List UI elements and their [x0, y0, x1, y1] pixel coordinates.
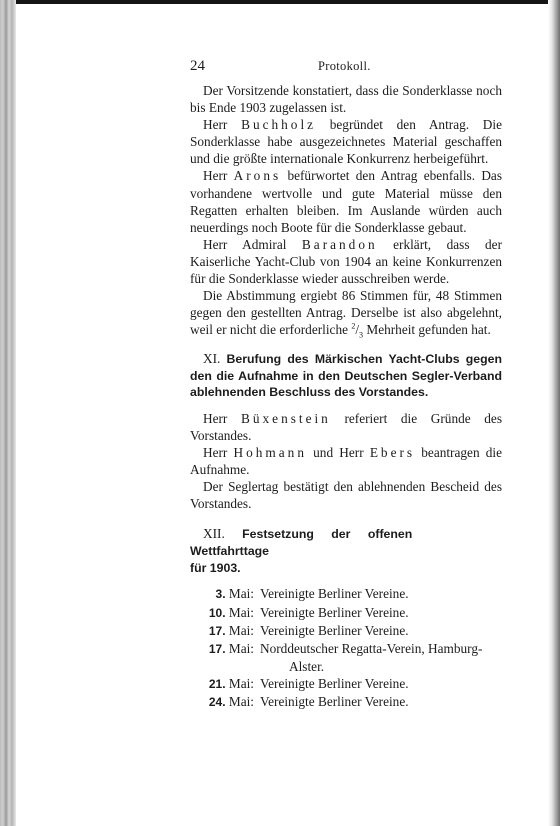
schedule-day: 21. — [208, 676, 226, 691]
paragraph — [190, 167, 502, 235]
schedule-entry: Vereinigte Berliner Vereine. — [260, 586, 409, 602]
section-xii-number: XII. — [203, 526, 225, 542]
minutes-body — [190, 82, 502, 338]
book-page — [190, 58, 502, 711]
paragraph-text: Herr — [203, 117, 242, 133]
scan-top-edge — [0, 0, 560, 4]
paragraph-text: Mehrheit gefunden hat. — [363, 322, 491, 338]
schedule-entry-continuation: Alster. — [289, 658, 325, 674]
paragraph-text: begründet den Antrag. Die Sonderklasse habe ausgezeichnetes Material geschaffen und die größte internationale Konkurrenz herbeigeführt. — [190, 117, 502, 167]
schedule-entry: Vereinigte Berliner Vereine. — [260, 604, 409, 620]
paragraph-text: Herr — [203, 445, 234, 461]
paragraph-text: erklärt, dass der Kaiserliche Yacht-Club von 1904 an keine Konkurrenzen für die Sonderklasse wieder ausschreiben werde. — [190, 236, 502, 287]
paragraph-text: Herr Admiral — [203, 236, 302, 252]
book-binding-edge — [0, 0, 16, 826]
paragraph — [190, 236, 502, 287]
paragraph-text: 3 — [359, 330, 364, 340]
schedule-row — [190, 585, 502, 603]
page-header — [190, 58, 502, 82]
schedule-row — [190, 675, 502, 693]
section-xi-number: XI. — [203, 351, 221, 367]
schedule-day: 24. — [208, 695, 226, 710]
schedule-month: Mai: — [228, 694, 254, 710]
paragraph-text: Herr — [203, 410, 241, 426]
paragraph-text: referiert die Gründe des Vorstandes. — [190, 410, 503, 443]
section-xi-heading — [190, 351, 502, 401]
schedule-month: Mai: — [228, 586, 254, 602]
regatta-schedule — [190, 585, 502, 711]
schedule-date — [190, 675, 254, 693]
section-xi-title: Berufung des Märkischen Yacht-Clubs gegen den die Aufnahme in den Deutschen Segler-Verband ablehnenden Beschluss des Vorstandes. — [190, 352, 503, 400]
running-head: Protokoll. — [318, 59, 371, 73]
schedule-date — [190, 693, 254, 711]
person-name: Buchholz — [241, 117, 317, 133]
section-xii-title-line1: Festsetzung der offenen Wettfahrttage — [190, 527, 413, 558]
scan-right-edge — [548, 0, 560, 826]
schedule-day: 17. — [208, 623, 226, 638]
schedule-row — [190, 604, 502, 622]
paragraph-text: Der Seglertag bestätigt den ablehnenden Bescheid des Vorstandes. — [190, 479, 502, 512]
schedule-entry: Vereinigte Berliner Vereine. — [260, 694, 409, 710]
schedule-date — [190, 604, 254, 622]
schedule-date — [190, 622, 254, 640]
paragraph-text: beantragen die Aufnahme. — [190, 445, 503, 478]
person-name: Barandon — [301, 236, 378, 252]
paragraph-text: Herr — [203, 168, 234, 184]
paragraph — [190, 116, 502, 167]
schedule-month: Mai: — [228, 675, 254, 691]
paragraph-text: / — [355, 322, 360, 338]
page-number: 24 — [190, 58, 205, 74]
schedule-row — [190, 622, 502, 640]
paragraph — [190, 287, 502, 338]
paragraph-text: und Herr — [306, 445, 370, 461]
schedule-day: 3. — [215, 587, 226, 602]
schedule-entry: Norddeutscher Regatta-Verein, Hamburg- — [260, 640, 483, 656]
person-name: Ebers — [369, 445, 416, 461]
section-xii-title-line2: für 1903. — [190, 561, 241, 576]
schedule-month: Mai: — [228, 622, 254, 638]
paragraph — [190, 410, 502, 444]
schedule-entry: Vereinigte Berliner Vereine. — [260, 622, 409, 638]
schedule-entry: Vereinigte Berliner Vereine. — [260, 675, 409, 691]
schedule-month: Mai: — [228, 604, 254, 620]
paragraph-text: befürwortet den Antrag ebenfalls. Das vorhandene wertvolle und gute Material müsse den Regatten erhalten bleiben. Im Auslande würden auch neuerdings noch Boote für die Sonderklasse gebaut. — [190, 168, 503, 235]
paragraph-text: 2 — [351, 321, 356, 331]
schedule-row — [190, 640, 502, 658]
schedule-row — [190, 693, 502, 711]
person-name: Büxenstein — [241, 410, 331, 426]
section-xii-heading — [190, 526, 502, 577]
person-name: Arons — [233, 168, 282, 184]
schedule-date — [190, 640, 254, 658]
schedule-day: 17. — [208, 641, 226, 656]
paragraph — [190, 82, 502, 116]
paragraph-text: Die Abstimmung ergiebt 86 Stimmen für, 48 Stimmen gegen den gestellten Antrag. Derselbe ist also abgelehnt, weil er nicht die erforderliche — [190, 288, 502, 338]
schedule-month: Mai: — [228, 640, 254, 656]
paragraph — [190, 478, 502, 512]
paragraph — [190, 444, 502, 478]
schedule-date — [190, 585, 254, 603]
person-name: Hohmann — [233, 445, 307, 461]
section-xi-body — [190, 410, 502, 513]
paragraph-text: Der Vorsitzende konstatiert, dass die Sonderklasse noch bis Ende 1903 zugelassen ist. — [190, 83, 502, 116]
schedule-day: 10. — [208, 605, 226, 620]
